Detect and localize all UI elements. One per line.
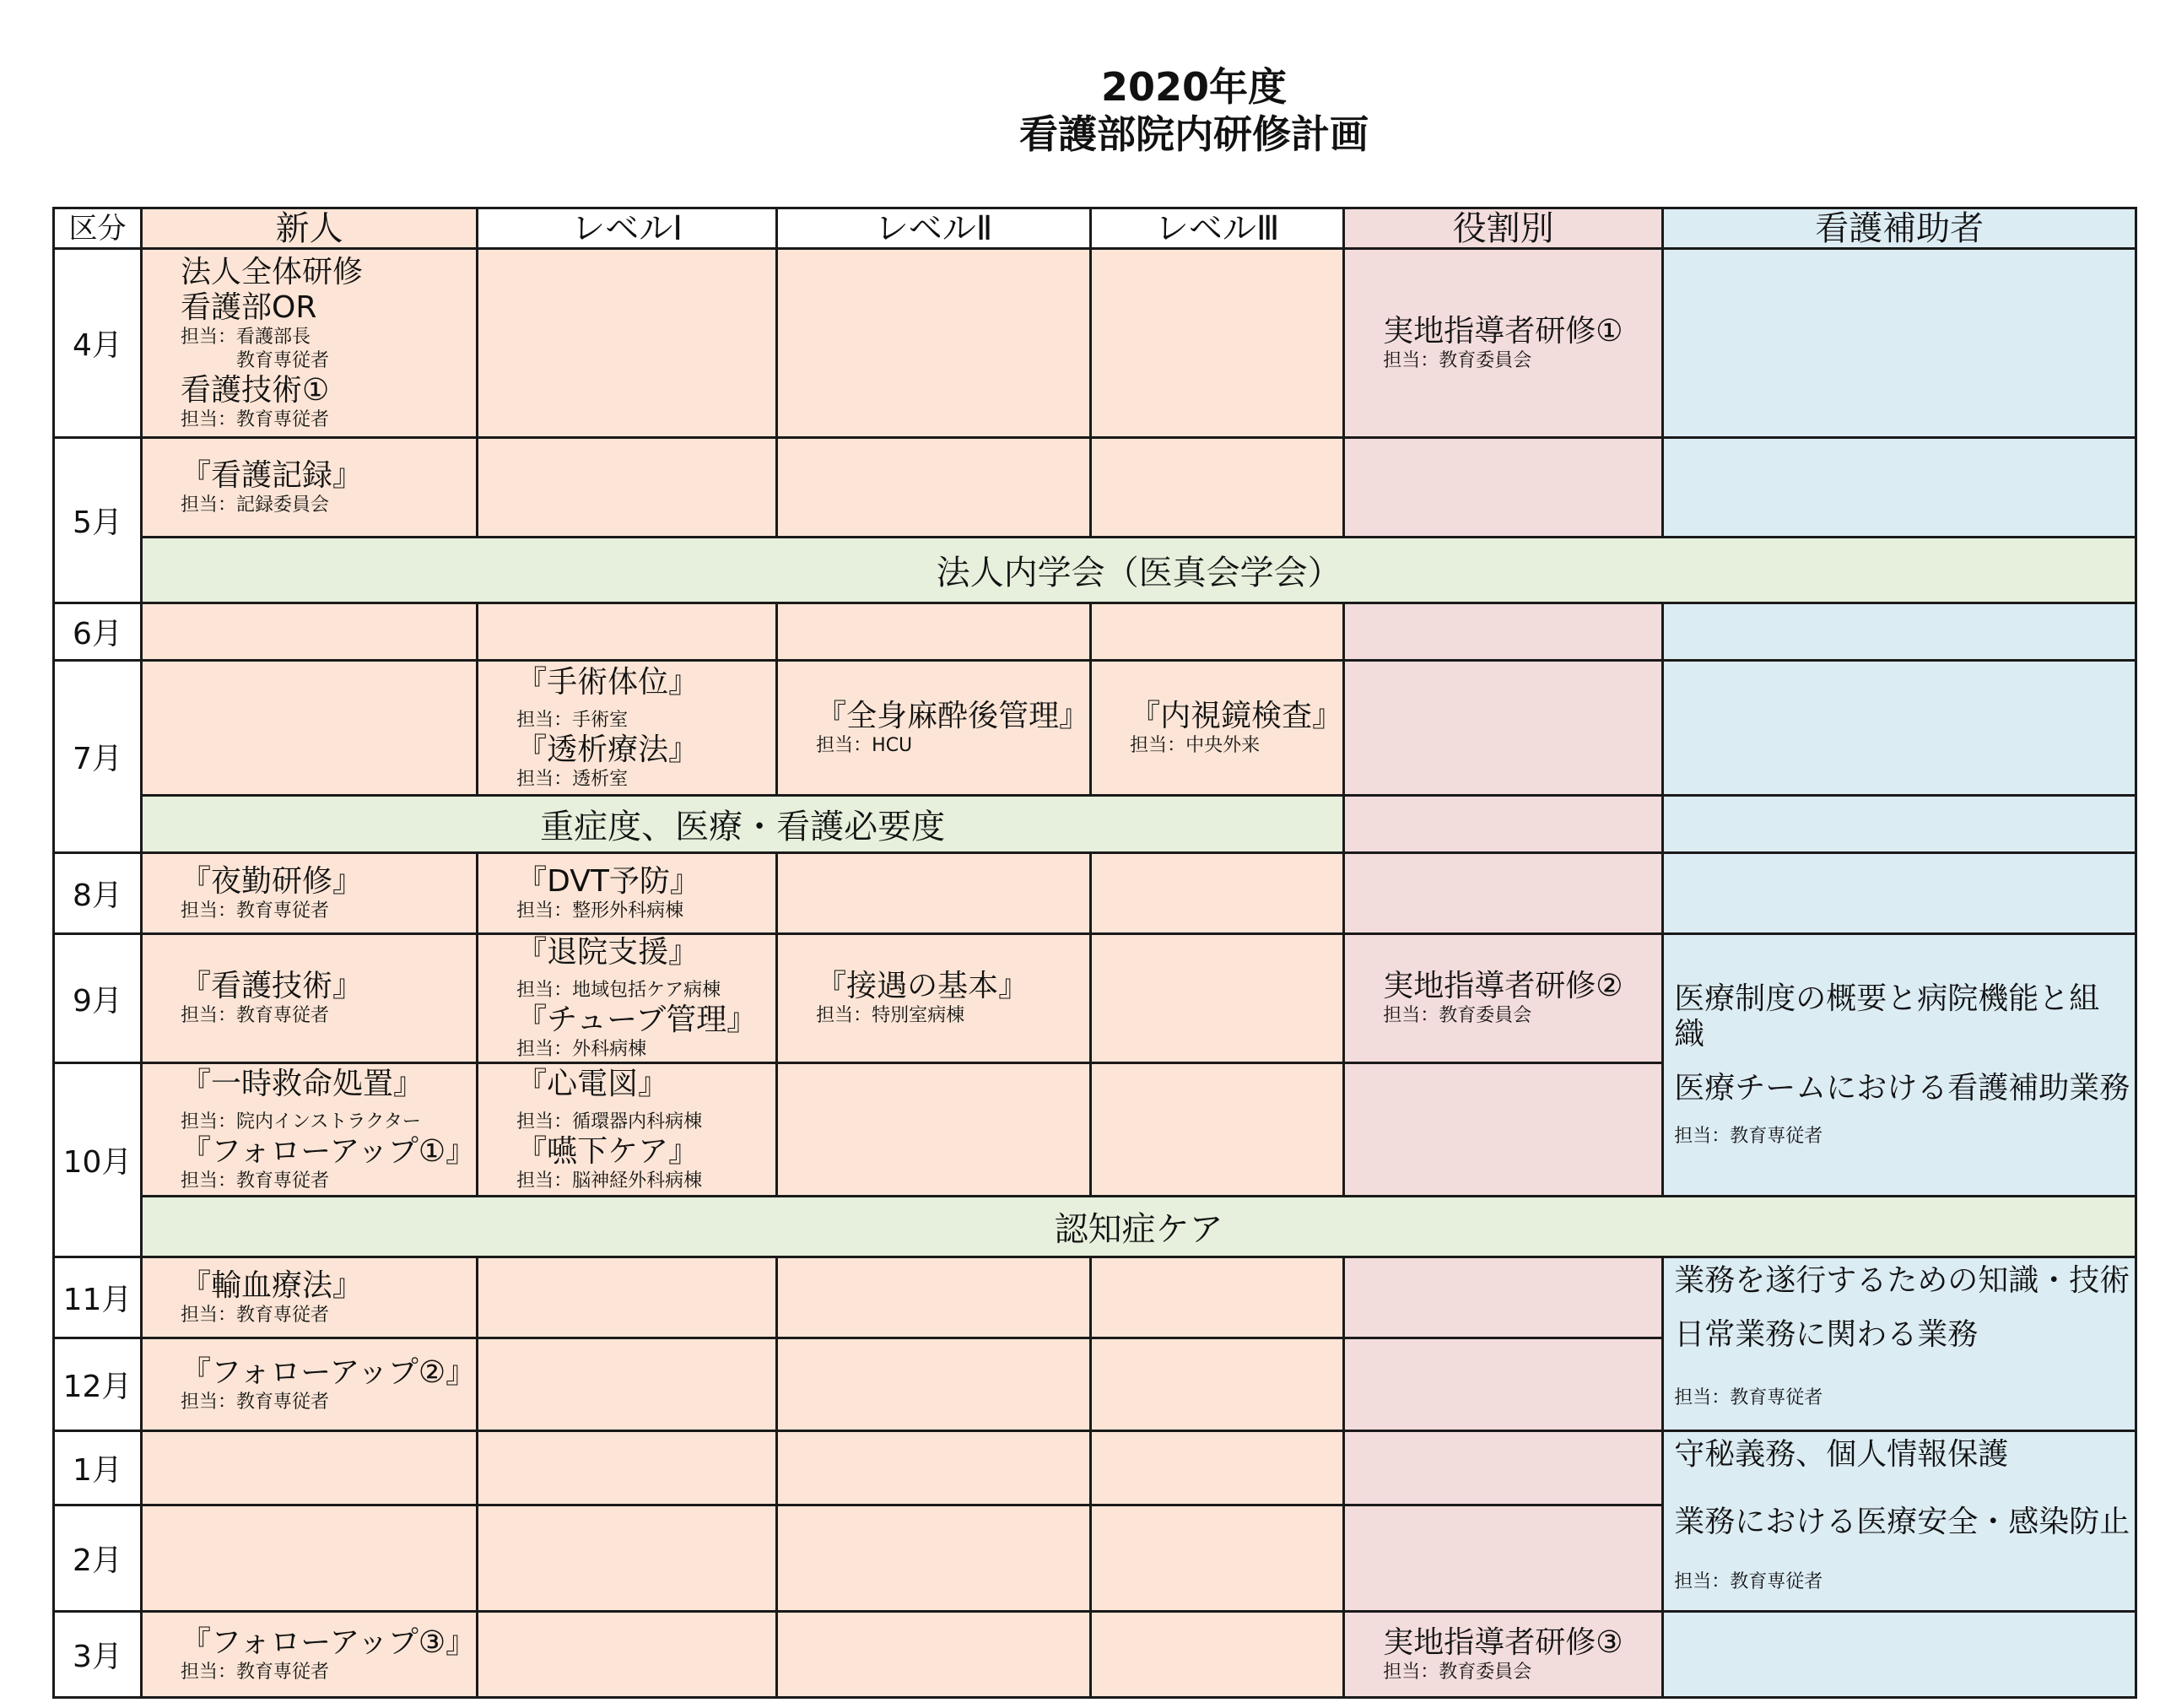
oct-tantou: 担当：院内インストラクター <box>181 1111 421 1132</box>
empty-cell <box>478 603 777 661</box>
header-level1: レベルⅠ <box>478 208 777 249</box>
training-plan-table <box>52 207 2137 1699</box>
apr-tantou: 教育専従者 <box>236 349 330 371</box>
oct-shinjin-cell <box>142 1063 478 1197</box>
jul-lv2-tantou: 担当：HCU <box>816 734 913 756</box>
empty-cell <box>1091 1505 1344 1612</box>
empty-cell <box>1091 934 1344 1063</box>
empty-cell <box>777 1431 1091 1505</box>
apr-tantou: 担当：看護部長 <box>181 326 311 348</box>
oct-item: 『フォローアップ①』 <box>181 1133 477 1169</box>
jul-lv1-cell <box>478 661 777 796</box>
empty-cell <box>1091 853 1344 934</box>
aug-lv1-item: 『DVT予防』 <box>516 863 700 899</box>
empty-cell <box>1663 1612 2136 1698</box>
header-hojo: 看護補助者 <box>1663 208 2136 249</box>
hojo-tantou: 担当：教育専従者 <box>1674 1387 1823 1408</box>
empty-cell <box>1091 249 1344 438</box>
hojo-item: 業務における医療安全・感染防止 <box>1674 1505 2130 1539</box>
month-jul: 7月 <box>54 661 142 853</box>
empty-cell <box>1344 1505 1663 1612</box>
empty-cell <box>1344 1338 1663 1431</box>
oct-lv1-item: 『心電図』 <box>516 1066 669 1101</box>
apr-tantou: 担当：教育専従者 <box>181 408 330 430</box>
hojo-item: 日常業務に関わる業務 <box>1674 1317 1979 1352</box>
sep-role-tantou: 担当：教育委員会 <box>1383 1005 1532 1026</box>
sep-shinjin-cell <box>142 934 478 1063</box>
hojo-item: 医療制度の概要と病院機能と組 <box>1674 981 2100 1016</box>
oct-lv1-tantou: 担当：循環器内科病棟 <box>516 1111 703 1132</box>
aug-item: 『夜勤研修』 <box>181 863 364 899</box>
jan-hojo-cell <box>1663 1431 2136 1612</box>
empty-cell <box>478 249 777 438</box>
dec-item: 『フォローアップ②』 <box>181 1354 477 1390</box>
jul-lv3-item: 『内視鏡検査』 <box>1130 698 1343 733</box>
sep-hojo-cell <box>1663 934 2136 1197</box>
header-shinjin: 新人 <box>142 208 478 249</box>
empty-cell <box>478 1338 777 1431</box>
header-level3: レベルⅢ <box>1091 208 1344 249</box>
nov-item: 『輸血療法』 <box>181 1267 364 1303</box>
dec-shinjin-cell <box>142 1338 478 1431</box>
apr-item: 看護技術① <box>181 372 330 408</box>
apr-shinjin-cell <box>142 249 478 438</box>
sep-lv2-item: 『接遇の基本』 <box>816 969 1029 1003</box>
empty-cell <box>1091 603 1344 661</box>
aug-tantou: 担当：教育専従者 <box>181 900 330 922</box>
empty-cell <box>1091 1063 1344 1197</box>
empty-cell <box>478 1257 777 1338</box>
band-juusho: 重症度、医療・看護必要度 <box>142 796 1344 853</box>
jul-lv1-tantou: 担当：手術室 <box>516 709 629 731</box>
sep-yakuwari-cell <box>1344 934 1663 1063</box>
empty-cell <box>777 853 1091 934</box>
month-may: 5月 <box>54 438 142 603</box>
sep-lv1-tantou: 担当：外科病棟 <box>516 1039 647 1060</box>
empty-cell <box>142 661 478 796</box>
hojo-tantou: 担当：教育専従者 <box>1674 1571 1823 1592</box>
month-mar: 3月 <box>54 1612 142 1698</box>
empty-cell <box>777 249 1091 438</box>
oct-item: 『一時救命処置』 <box>181 1066 424 1101</box>
empty-cell <box>478 1505 777 1612</box>
mar-item: 『フォローアップ③』 <box>181 1624 477 1660</box>
header-level2: レベルⅡ <box>777 208 1091 249</box>
empty-cell <box>1344 603 1663 661</box>
empty-cell <box>1091 1431 1344 1505</box>
aug-lv1-tantou: 担当：整形外科病棟 <box>516 900 684 922</box>
may-tantou: 担当：記録委員会 <box>181 494 330 516</box>
month-feb: 2月 <box>54 1505 142 1612</box>
may-item: 『看護記録』 <box>181 457 364 493</box>
empty-cell <box>777 1063 1091 1197</box>
month-oct: 10月 <box>54 1063 142 1257</box>
jul-lv2-cell <box>777 661 1091 796</box>
empty-cell <box>142 1505 478 1612</box>
hojo-item: 守秘義務、個人情報保護 <box>1674 1437 2009 1472</box>
title-year: 2020年度 <box>1100 64 1288 110</box>
empty-cell <box>777 1257 1091 1338</box>
month-apr: 4月 <box>54 249 142 438</box>
empty-cell <box>777 1612 1091 1698</box>
aug-shinjin-cell <box>142 853 478 934</box>
sep-lv1-item: 『チューブ管理』 <box>516 1003 758 1037</box>
hojo-item: 織 <box>1674 1017 1705 1051</box>
month-nov: 11月 <box>54 1257 142 1338</box>
empty-cell <box>1663 603 2136 661</box>
month-jun: 6月 <box>54 603 142 661</box>
month-jan: 1月 <box>54 1431 142 1505</box>
band-gakkai: 法人内学会（医真会学会） <box>142 538 2136 603</box>
empty-cell <box>1344 1063 1663 1197</box>
jul-lv1-tantou: 担当：透析室 <box>516 768 629 790</box>
sep-lv1-cell <box>478 934 777 1063</box>
oct-lv1-item: 『嚥下ケア』 <box>516 1133 699 1169</box>
apr-item: 法人全体研修 <box>181 254 364 289</box>
sep-tantou: 担当：教育専従者 <box>181 1005 330 1026</box>
jul-lv1-item: 『手術体位』 <box>516 664 699 700</box>
mar-role-tantou: 担当：教育委員会 <box>1383 1661 1532 1683</box>
jul-lv3-tantou: 担当：中央外来 <box>1130 734 1261 756</box>
header-kubun: 区分 <box>54 208 142 249</box>
nov-hojo-cell <box>1663 1257 2136 1431</box>
empty-cell <box>1344 853 1663 934</box>
dec-tantou: 担当：教育専従者 <box>181 1391 330 1413</box>
apr-role-item: 実地指導者研修① <box>1383 313 1623 349</box>
empty-cell <box>777 1338 1091 1431</box>
may-shinjin-cell <box>142 438 478 538</box>
nov-shinjin-cell <box>142 1257 478 1338</box>
empty-cell <box>478 1431 777 1505</box>
sep-lv1-item: 『退院支援』 <box>516 935 699 970</box>
apr-item: 看護部OR <box>181 289 317 325</box>
hojo-tantou: 担当：教育専従者 <box>1674 1126 1823 1147</box>
empty-cell <box>142 1431 478 1505</box>
band-ninchi: 認知症ケア <box>142 1197 2136 1257</box>
month-aug: 8月 <box>54 853 142 934</box>
empty-cell <box>1344 438 1663 538</box>
month-dec: 12月 <box>54 1338 142 1431</box>
jul-lv1-item: 『透析療法』 <box>516 732 699 767</box>
empty-cell <box>1091 1257 1344 1338</box>
empty-cell <box>1663 249 2136 438</box>
aug-lv1-cell <box>478 853 777 934</box>
empty-cell <box>1344 796 1663 853</box>
mar-yakuwari-cell <box>1344 1612 1663 1698</box>
empty-cell <box>777 438 1091 538</box>
empty-cell <box>1663 661 2136 796</box>
empty-cell <box>777 603 1091 661</box>
empty-cell <box>1344 661 1663 796</box>
sep-lv2-cell <box>777 934 1091 1063</box>
jul-lv3-cell <box>1091 661 1344 796</box>
apr-yakuwari-cell <box>1344 249 1663 438</box>
sep-lv2-tantou: 担当：特別室病棟 <box>816 1005 965 1026</box>
empty-cell <box>1344 1257 1663 1338</box>
empty-cell <box>1663 438 2136 538</box>
oct-lv1-tantou: 担当：脳神経外科病棟 <box>516 1170 703 1192</box>
oct-lv1-cell <box>478 1063 777 1197</box>
sep-role-item: 実地指導者研修② <box>1383 969 1623 1003</box>
month-sep: 9月 <box>54 934 142 1063</box>
nov-tantou: 担当：教育専従者 <box>181 1304 330 1326</box>
mar-shinjin-cell <box>142 1612 478 1698</box>
mar-role-item: 実地指導者研修③ <box>1383 1624 1623 1660</box>
empty-cell <box>1091 438 1344 538</box>
jul-lv2-item: 『全身麻酔後管理』 <box>816 698 1090 733</box>
empty-cell <box>1663 853 2136 934</box>
sep-lv1-tantou: 担当：地域包括ケア病棟 <box>516 980 721 1001</box>
header-yakuwari: 役割別 <box>1344 208 1663 249</box>
empty-cell <box>1344 1431 1663 1505</box>
mar-tantou: 担当：教育専従者 <box>181 1661 330 1683</box>
empty-cell <box>142 603 478 661</box>
empty-cell <box>777 1505 1091 1612</box>
sep-item: 『看護技術』 <box>181 969 364 1003</box>
hojo-item: 医療チームにおける看護補助業務 <box>1674 1071 2130 1105</box>
empty-cell <box>1091 1612 1344 1698</box>
empty-cell <box>478 1612 777 1698</box>
hojo-item: 業務を遂行するための知識・技術 <box>1674 1263 2130 1298</box>
empty-cell <box>478 438 777 538</box>
empty-cell <box>1663 796 2136 853</box>
apr-role-tantou: 担当：教育委員会 <box>1383 349 1532 371</box>
oct-tantou: 担当：教育専従者 <box>181 1170 330 1192</box>
title-name: 看護部院内研修計画 <box>1019 111 1369 157</box>
empty-cell <box>1091 1338 1344 1431</box>
